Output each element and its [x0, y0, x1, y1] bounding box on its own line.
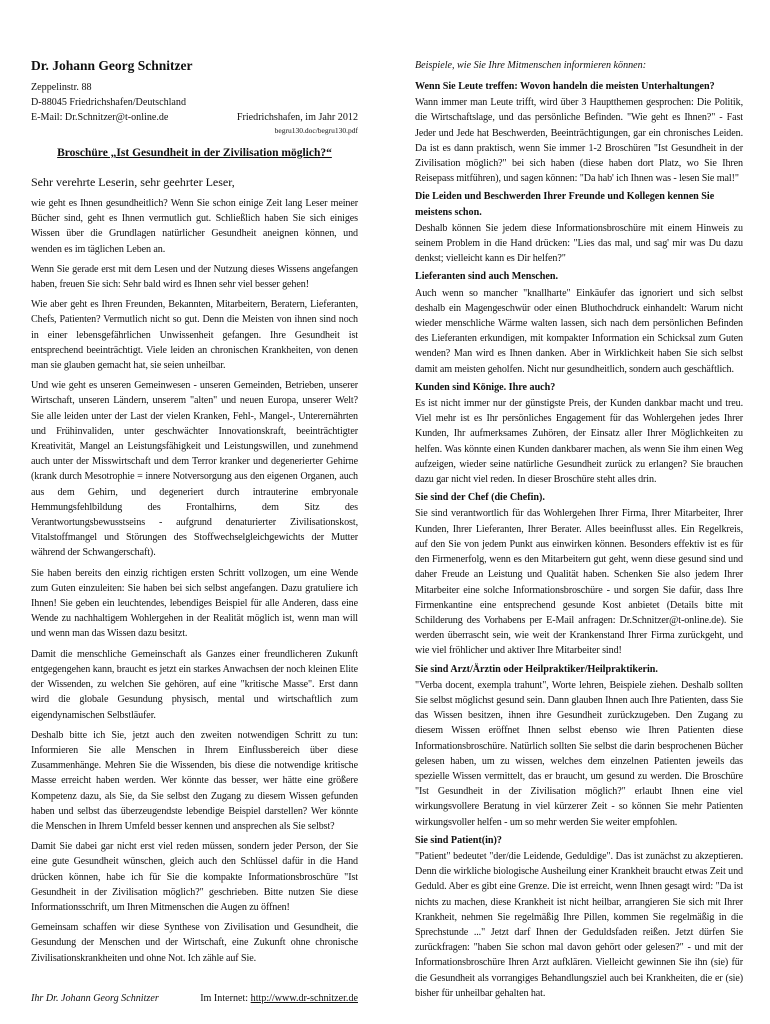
body-paragraph: Sie haben bereits den einzig richtigen ersten Schritt vollzogen, um eine Wende zum Guten einzuleiten: Sie haben bei sich selbst angefangen. Dazu gratuliere ich Ihnen! Sie geben ein leuchtendes, lebendiges Beispiel für alle Anderen, dass eine Wende zu nachhaltigem Wohlergehen in der Realität möglich ist, wenn man will und wenn man das Wissen dazu besitzt. [31, 567, 358, 640]
section-text: Wann immer man Leute trifft, wird über 3 Hauptthemen gesprochen: Die Politik, die Wirtschaftslage, und das persönliche Befinden. "Wie geht es Ihnen?" - Fast Jeder und Jede hat Beschwerden, Beeinträchtigungen, gar ein chronisches Leiden. Da ist es dann praktisch, wenn Sie immer 1-2 Broschüren "Ist Gesundheit in der Zivilisation möglich?" bei sich haben (diese haben dort Platz, wo Sie Ihren Reisepass mitführen), und sagen können: "Da hab' ich Ihnen was - lesen Sie mal!" [415, 97, 743, 185]
body-paragraph: Wenn Sie gerade erst mit dem Lesen und der Nutzung dieses Wissens angefangen haben, freuen Sie sich: Sehr bald wird es Ihnen sehr viel besser gehen! [31, 263, 358, 291]
section-heading: Sie sind Arzt/Ärztin oder Heilpraktiker/Heilpraktikerin. [415, 663, 658, 675]
letter-date: Friedrichshafen, im Jahr 2012 [236, 112, 358, 123]
section-heading: Wenn Sie Leute treffen: Wovon handeln die meisten Unterhaltungen? [415, 81, 715, 92]
section-text: Es ist nicht immer nur der günstigste Preis, der Kunden dankbar macht und treu. Viel mehr ist es Ihr persönliches Engagement für das Wohlergehen jedes Ihrer Kunden, Ihr aufmerksames Zuhören, der Einsatz aller Ihrer Möglichkeiten zu helfen. Was könnte einen Kunden dankbarer machen, als wenn Sie ihm einen Weg aufzeigen, wieder seine natürliche Gesundheit zurück zu erlangen? Sie brauchen dazu gar nicht viel reden. In dieser Broschüre steht alles drin. [415, 398, 743, 486]
email-address: E-Mail: Dr.Schnitzer@t-online.de [31, 112, 169, 123]
greeting: Sehr verehrte Leserin, sehr geehrter Leser, [31, 175, 235, 189]
section-text: Deshalb können Sie jedem diese Informationsbroschüre mit einem Hinweis zu seinem Problem in die Hand drücken: "Lies das mal, und sag' mir was Du dazu denkst; vielleicht kann es Dir helfen?" [415, 222, 743, 265]
right-column [415, 54, 743, 1004]
body-paragraph: wie geht es Ihnen gesundheitlich? Wenn Sie schon einige Zeit lang Leser meiner Bücher sind, geht es Ihnen vermutlich gut. Schließlich haben Sie sich einiges Wissen über die Grundlagen natürlicher Gesundheit aneignen können, und wenden es im täglichen Leben an. [31, 198, 358, 255]
body-paragraph: Wie aber geht es Ihren Freunden, Bekannten, Mitarbeitern, Beratern, Lieferanten, Chefs, Patienten? Vermutlich nicht so gut. Denn die Meisten von ihnen sind noch in einer lebensgefährlichen Unwissenheit gefangen. Ihre Gesundheit ist entsprechend beeinträchtigt. Viele leiden an chronischen Krankheiten, von denen man sie glauben gemacht hat, sie seien unheilbar. [31, 299, 358, 372]
author-name: Dr. Johann Georg Schnitzer [31, 58, 193, 73]
body-paragraph: Deshalb bitte ich Sie, jetzt auch den zweiten notwendigen Schritt zu tun: Informieren Sie alle Menschen in Ihrem Einflussbereich über diese Zusammenhänge. Mehren Sie die Wissenden, bis diese die notwendige kritische Masse erreicht haben werden. Wer könnte das besser, wer hätte eine größere Kompetenz dazu, als Sie, da Sie selbst den Zugang zu diesem Wissen gefunden haben und selbst das überzeugendste lebendige Beispiel darstellen? Wer könnte die Menschen in Ihrem Umfeld besser kennen und ansprechen als Sie selbst? [31, 729, 358, 832]
website-link[interactable]: http://www.dr-schnitzer.de [250, 993, 358, 1004]
body-paragraph: Und wie geht es unseren Gemeinwesen - unseren Gemeinden, Betrieben, unserer Wirtschaft, unseren Ländern, unserem "alten" und neuen Europa, unserer Welt? Sie alle leiden unter der Last der vielen Kranken, Fehl-, Mangel-, Unterernährten und Frühinvaliden, unter geschwächter Innovationskraft, beeinträchtigter Kreativität, Mangel an Leistungsfähigkeit und Leistungswillen, und zunehmend auch unter der Misswirtschaft und dem Terror kranker und degenerierter Gehirne (krank durch Mesotrophie = innere Notversorgung aus den eigenen Organen, auch aus dem Gehirn, und degeneriert durch intrauterine embryonale Hemmungsfehlbildung des Frontalhirns, dem Sitz des Verantwortungsbewusstseins - aufgrund denaturierter Zivilisationskost, Vitalstoffmangel und Störungen des Stoffwechselgleichgewichts der Mutter während der Schwangerschaft). [31, 380, 358, 559]
address-city: D-88045 Friedrichshafen/Deutschland [31, 97, 187, 108]
section-text: Sie sind verantwortlich für das Wohlergehen Ihrer Firma, Ihrer Mitarbeiter, Ihrer Kunden, Ihrer Lieferanten, Ihrer Berater. Alles beeinflusst alles. Ein Regelkreis, auf den Sie von jedem Punkt aus einwirken können. Besonders effektiv ist es für den Firmenerfolg, wenn es den Mitarbeitern gut geht, wenn diese gesund sind und daher Freude an Leistung und Qualität haben. Schenken Sie also jedem Ihrer Mitarbeiter eine solche Informationsbroschüre - und sorgen Sie dafür, dass Ihre Firmenkantine eine entsprechend gesunde Kost anbietet (Details bitte mit Schilderung des Vorhabens per E-Mail anfragen: Dr.Schnitzer@t-online.de). Sie werden überrascht sein, wie weit der Krankenstand Ihrer Firma zurückgeht, und wie viel fröhlicher und aktiver Ihre Mitarbeiter sind! [415, 508, 743, 657]
document-reference: begru130.doc/begru130.pdf [274, 126, 358, 135]
letter-title: Broschüre „Ist Gesundheit in der Zivilisation möglich?“ [57, 147, 332, 159]
body-paragraph: Gemeinsam schaffen wir diese Synthese von Zivilisation und Gesundheit, die Gesundung der Menschen und der Wirtschaft, eine Zukunft ohne chronische Zivilisationskrankheiten und ohne Not. Ich zähle auf Sie. [31, 922, 358, 964]
section-text: "Patient" bedeutet "der/die Leidende, Geduldige". Das ist zunächst zu akzeptieren. Denn die wirkliche biologische Ausheilung einer Krankheit braucht etwas Zeit und Geduld. Aber es gibt eine Grenze. Die ist erreicht, wenn Ihnen gesagt wird: "Da ist nichts zu machen, diese Krankheit ist nicht heilbar, arrangieren Sie sich mit Ihrer Krankheit, nehmen Sie regelmäßig Ihre Pillen, kommen Sie regelmäßig in die Sprechstunde ..." Jetzt darf Ihnen der Geduldsfaden reißen. Jetzt dürfen Sie zurückfragen: "haben Sie schon mal davon gehört oder gelesen?" - und mit der Informationsbroschüre Ihren Arzt aufklären. Vielleicht gewinnen Sie ihn (sie) für die Gesundheit als vorrangiges Behandlungsziel auch bei Krankheiten, die er (sie) bisher für unheilbar gehalten hat. [415, 850, 743, 999]
examples-intro: Beispiele, wie Sie Ihre Mitmenschen informieren können: [415, 60, 647, 71]
section-heading: Die Leiden und Beschwerden Ihrer Freunde und Kollegen kennen Sie meistens schon. [415, 191, 715, 218]
internet-line [200, 993, 358, 1004]
section-heading: Lieferanten sind auch Menschen. [415, 271, 558, 283]
internet-label: Im Internet: [200, 993, 251, 1004]
signature-footer [31, 993, 358, 1004]
body-paragraph: Damit die menschliche Gemeinschaft als Ganzes einer freundlicheren Zukunft entgegengehen kann, braucht es jetzt ein starkes Anwachsen der noch kleinen Elite der Wissenden, zu welchen Sie gehören, auf eine "kritische Masse". Erst dann wird die globale Gesundung physisch, mental und wirtschaftlich zum eigendynamischen Selbstläufer. [31, 648, 358, 721]
section-text: "Verba docent, exempla trahunt", Worte lehren, Beispiele ziehen. Deshalb sollten Sie selbst möglichst gesund sein. Dann glauben Ihnen auch Ihre Patienten, dass Sie das Wissen besitzen, ihnen ihre Gesundheit zurückzugeben. Den Zugang zu diesem Wissen eröffnet Ihnen selbst ebenso wie Ihren Patienten diese Informationsbroschüre. Natürlich sollten Sie selbst die darin besprochenen Bücher gelesen haben, um zu wissen, welches dem einzelnen Patienten jeweils das spezielle Wissen vermittelt, das er braucht, um gesund zu werden. Die Broschüre "Ist Gesundheit in der Zivilisation möglich?" erlaubt Ihnen eine viel wirkungsvollere Beratung in viel kürzerer Zeit - so können Sie mehr Patienten wirkungsvoller helfen - um so mehr werden Sie weiter empfohlen. [415, 679, 743, 828]
email-date-row [31, 110, 358, 125]
signature: Ihr Dr. Johann Georg Schnitzer [31, 993, 159, 1004]
address-street: Zeppelinstr. 88 [31, 82, 92, 93]
section-heading: Sie sind der Chef (die Chefin). [415, 492, 545, 504]
left-column [31, 54, 358, 971]
body-paragraph: Damit Sie dabei gar nicht erst viel reden müssen, sondern jeder Person, der Sie eine gute Gesundheit wünschen, gleich auch den Schlüssel dafür in die Hand drücken können, habe ich für Sie die kompakte Informationsbroschüre "Ist Gesundheit in der Zivilisation möglich?" geschrieben. Bitte nutzen Sie diese Informationsschrift, um Ihren Mitmenschen die Augen zu öffnen! [31, 841, 358, 913]
section-heading: Kunden sind Könige. Ihre auch? [415, 381, 556, 393]
section-heading: Sie sind Patient(in)? [415, 834, 502, 846]
section-text: Auch wenn so mancher "knallharte" Einkäufer das ignoriert und sich selbst deshalb ein Magengeschwür oder einen Bluthochdruck einhandelt: Warum nicht wieder menschliche Wärme walten lassen, sich nach dem persönlichen Befinden des Lieferanten erkundigen, mit kompakter Information ein Schicksal zum Guten wenden? Man wird es Ihnen danken. Aber in Wirklichkeit haben Sie sich selbst damit am meisten geholfen. Nicht nur gesundheitlich, sondern auch geschäftlich. [415, 287, 743, 375]
